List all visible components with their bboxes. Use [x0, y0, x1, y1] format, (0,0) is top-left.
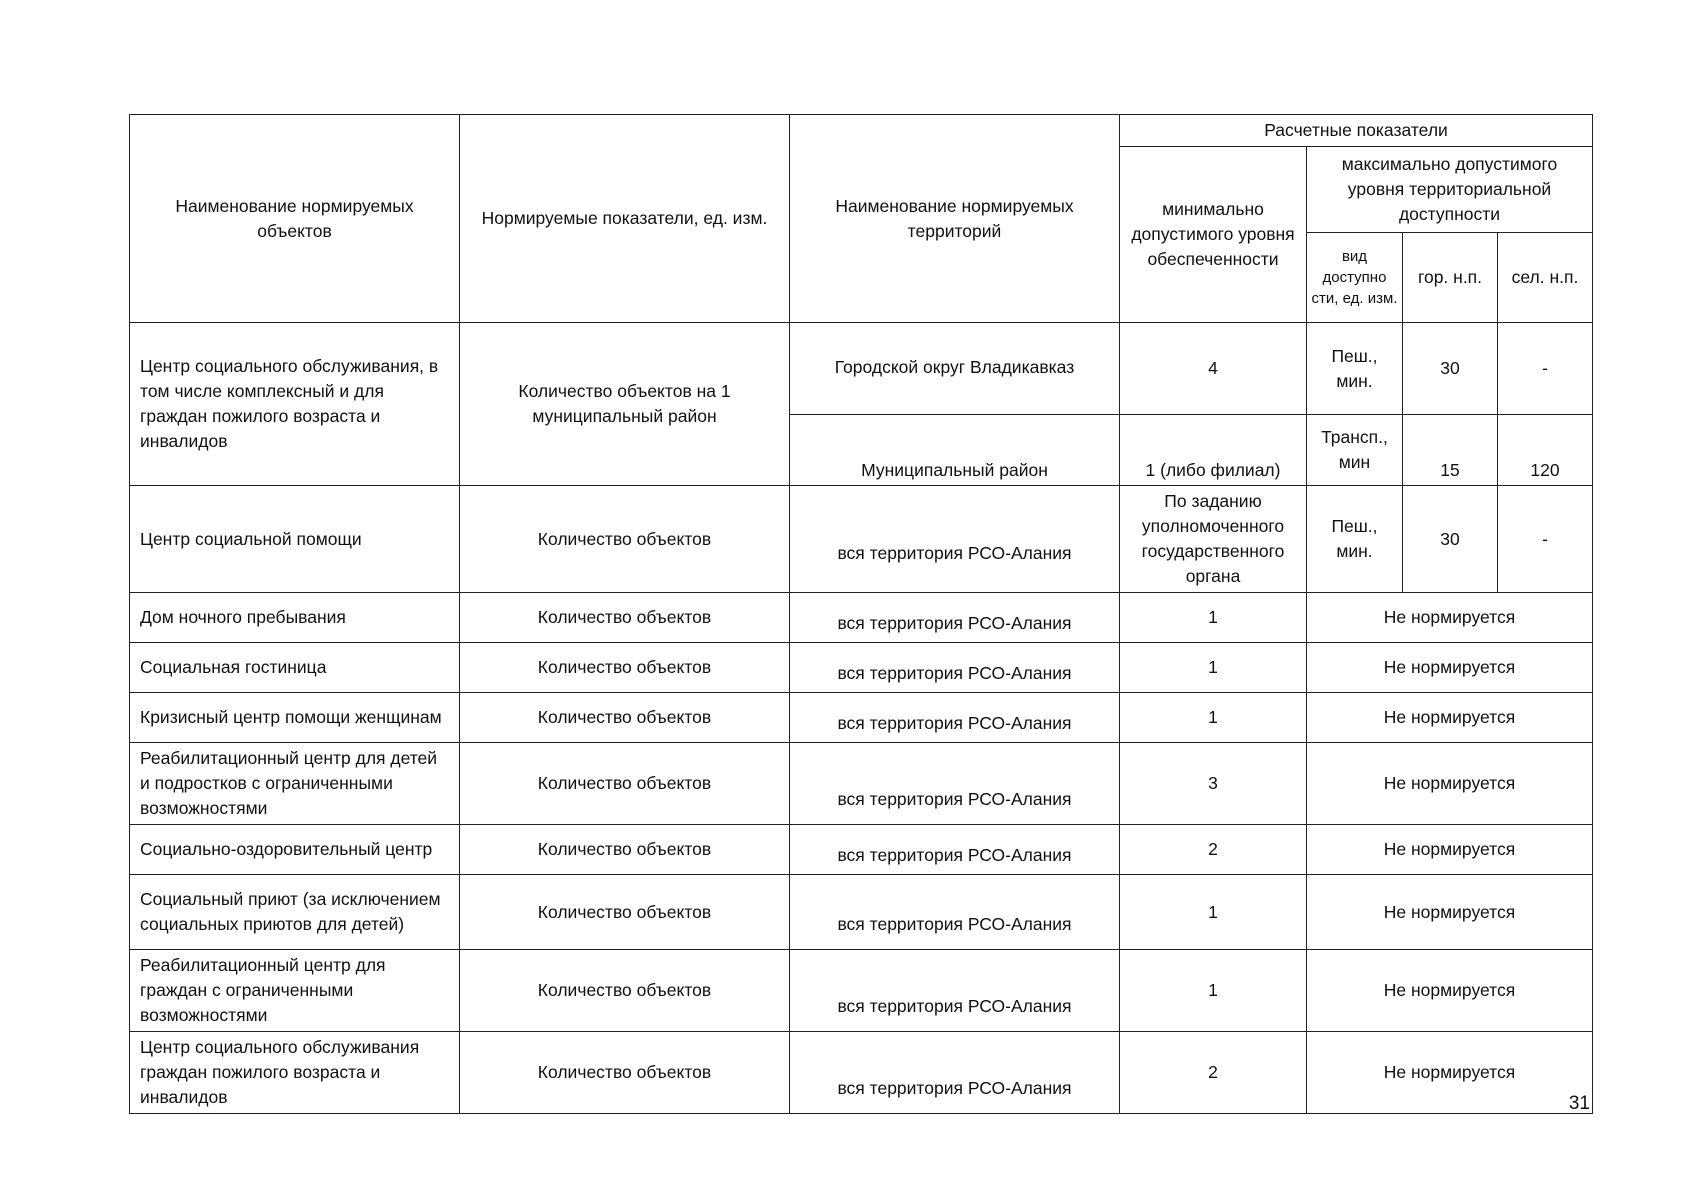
- group1-territory-1: Городской округ Владикавказ: [790, 323, 1120, 415]
- social-help-rural: -: [1498, 486, 1593, 593]
- row-min: 1: [1120, 593, 1307, 643]
- row-indicator: Количество объектов: [460, 825, 790, 875]
- row-object: Социально-оздоровительный центр: [130, 825, 460, 875]
- row-norm: Не нормируется: [1307, 875, 1593, 950]
- group1-access-1: Пеш., мин.: [1307, 323, 1403, 415]
- group1-urban-1: 30: [1403, 323, 1498, 415]
- row-object: Центр социального обслуживания граждан пожилого возраста и инвалидов: [130, 1032, 460, 1114]
- row-object: Реабилитационный центр для граждан с ограниченными возможностями: [130, 950, 460, 1032]
- row-object: Кризисный центр помощи женщинам: [130, 693, 460, 743]
- row-norm: Не нормируется: [1307, 693, 1593, 743]
- row-object: Социальный приют (за исключением социальных приютов для детей): [130, 875, 460, 950]
- group1-min-1: 4: [1120, 323, 1307, 415]
- row-min: 1: [1120, 875, 1307, 950]
- group1-min-2: 1 (либо филиал): [1120, 415, 1307, 486]
- row-min: 1: [1120, 693, 1307, 743]
- group1-rural-1: -: [1498, 323, 1593, 415]
- social-help-urban: 30: [1403, 486, 1498, 593]
- row-min: 1: [1120, 643, 1307, 693]
- row-indicator: Количество объектов: [460, 875, 790, 950]
- row-territory: вся территория РСО-Алания: [790, 693, 1120, 743]
- row-indicator: Количество объектов: [460, 743, 790, 825]
- row-territory: вся территория РСО-Алания: [790, 875, 1120, 950]
- row-object: Реабилитационный центр для детей и подростков с ограниченными возможностями: [130, 743, 460, 825]
- header-indicators: Нормируемые показатели, ед. изм.: [460, 115, 790, 323]
- header-rural: сел. н.п.: [1498, 233, 1593, 323]
- row-territory: вся территория РСО-Алания: [790, 950, 1120, 1032]
- row-object: Дом ночного пребывания: [130, 593, 460, 643]
- header-objects: Наименование нормируемых объектов: [130, 115, 460, 323]
- group1-access-2: Трансп., мин: [1307, 415, 1403, 486]
- header-max-group: максимально допустимого уровня территориальной доступности: [1307, 147, 1593, 233]
- row-indicator: Количество объектов: [460, 693, 790, 743]
- page-number: 31: [1568, 1093, 1590, 1114]
- row-min: 3: [1120, 743, 1307, 825]
- header-access-type: вид доступно сти, ед. изм.: [1307, 233, 1403, 323]
- row-min: 1: [1120, 950, 1307, 1032]
- row-norm: Не нормируется: [1307, 743, 1593, 825]
- row-territory: вся территория РСО-Алания: [790, 593, 1120, 643]
- group1-indicator: Количество объектов на 1 муниципальный район: [460, 323, 790, 486]
- row-norm: Не нормируется: [1307, 950, 1593, 1032]
- row-territory: вся территория РСО-Алания: [790, 643, 1120, 693]
- row-indicator: Количество объектов: [460, 593, 790, 643]
- social-help-object: Центр социальной помощи: [130, 486, 460, 593]
- group1-territory-2: Муниципальный район: [790, 415, 1120, 486]
- social-help-indicator: Количество объектов: [460, 486, 790, 593]
- group1-urban-2: 15: [1403, 415, 1498, 486]
- group1-rural-2: 120: [1498, 415, 1593, 486]
- row-min: 2: [1120, 1032, 1307, 1114]
- row-indicator: Количество объектов: [460, 1032, 790, 1114]
- social-help-min: По заданию уполномоченного государственного органа: [1120, 486, 1307, 593]
- row-territory: вся территория РСО-Алания: [790, 743, 1120, 825]
- header-min-level: минимально допустимого уровня обеспеченности: [1120, 147, 1307, 323]
- header-calc-group: Расчетные показатели: [1120, 115, 1593, 147]
- row-norm: Не нормируется: [1307, 1032, 1593, 1114]
- header-urban: гор. н.п.: [1403, 233, 1498, 323]
- social-help-territory: вся территория РСО-Алания: [790, 486, 1120, 593]
- row-min: 2: [1120, 825, 1307, 875]
- row-indicator: Количество объектов: [460, 643, 790, 693]
- row-object: Социальная гостиница: [130, 643, 460, 693]
- row-territory: вся территория РСО-Алания: [790, 1032, 1120, 1114]
- header-territories: Наименование нормируемых территорий: [790, 115, 1120, 323]
- row-territory: вся территория РСО-Алания: [790, 825, 1120, 875]
- norms-table: [129, 114, 1593, 1114]
- social-help-access: Пеш., мин.: [1307, 486, 1403, 593]
- group1-object: Центр социального обслуживания, в том числе комплексный и для граждан пожилого возраста и инвалидов: [130, 323, 460, 486]
- row-norm: Не нормируется: [1307, 593, 1593, 643]
- row-indicator: Количество объектов: [460, 950, 790, 1032]
- row-norm: Не нормируется: [1307, 643, 1593, 693]
- row-norm: Не нормируется: [1307, 825, 1593, 875]
